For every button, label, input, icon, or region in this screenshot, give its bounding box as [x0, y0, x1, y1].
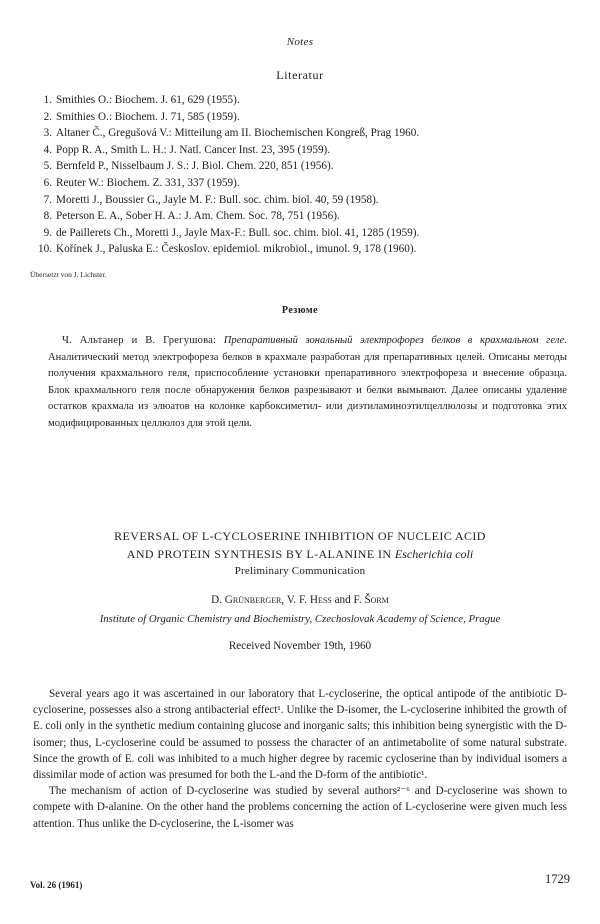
footer-volume: Vol. 26 (1961): [30, 880, 83, 890]
reference-number: 7.: [43, 193, 52, 206]
article-title-line-1: REVERSAL OF L-CYCLOSERINE INHIBITION OF NUCLEIC ACID: [114, 529, 486, 543]
reference-text: Smithies O.: Biochem. J. 61, 629 (1955).: [56, 94, 240, 106]
resume-paragraph: [48, 333, 567, 432]
reference-list: [30, 92, 575, 258]
reference-number: 9.: [43, 226, 52, 239]
reference-number: 4.: [43, 143, 52, 156]
reference-item: [30, 241, 575, 258]
author-initial: D.: [211, 594, 225, 606]
reference-text: Kořínek J., Paluska E.: Českoslov. epidemiol. mikrobiol., imunol. 9, 178 (1960).: [56, 243, 417, 256]
article-title-text: AND PROTEIN SYNTHESIS BY L-ALANINE IN: [126, 547, 395, 561]
reference-text: Reuter W.: Biochem. Z. 331, 337 (1959).: [56, 176, 240, 189]
reference-text: Altaner Č., Gregušová V.: Mitteilung am II. Biochemischen Kongreß, Prag 1960.: [56, 127, 420, 140]
reference-item: [30, 158, 575, 175]
author-surname: Hess: [309, 594, 332, 606]
reference-item: [30, 109, 575, 126]
running-head: Notes: [286, 36, 314, 48]
body-paragraph: The mechanism of action of D-cycloserine was studied by several authors²⁻⁶ and D-cycloserine was shown to compete with D-alanine. On the other hand the problems concerning the action of L-cycloserine were given much less attention. Thus unlike the D-cycloserine, the L-isomer was: [33, 785, 567, 830]
reference-text: Smithies O.: Biochem. J. 71, 585 (1959).: [56, 110, 240, 123]
reference-number: 2.: [43, 110, 52, 123]
reference-number: 10.: [38, 243, 52, 256]
reference-number: 5.: [43, 160, 52, 173]
reference-item: [30, 125, 575, 142]
reference-item: [30, 208, 575, 225]
author-initial: V. F.: [286, 594, 310, 606]
resume-text: Аналитический метод электрофореза белков в крахмале разработан для препаративных целей. Описаны методы получения крахмального геля, приспособление установки препаративного электрофореза и внесение образца. Блок крахмального геля после обнаружения белков разрезывают и белки вымывают. Далее описаны удаление остатков крахмала из элюатов на колонке карбоксиметил- или диэтиламиноэтилцеллюлозы и подготовка этих модифицированных целлюлоз для этой цели.: [48, 351, 567, 429]
reference-item: [30, 92, 575, 109]
reference-number: 6.: [43, 176, 52, 189]
article-subtitle: Preliminary Communication: [234, 565, 366, 577]
reference-text: de Paillerets Ch., Moretti J., Jayle Max-F.: Bull. soc. chim. biol. 41, 1285 (1959).: [56, 226, 420, 239]
literatur-heading: Literatur: [276, 68, 324, 82]
resume-heading: Резюме: [281, 305, 319, 316]
reference-number: 1.: [43, 94, 52, 106]
page-number: 1729: [545, 872, 570, 886]
article-authors: D. Grünberger, V. F. Hess and F. Šorm: [211, 594, 389, 606]
article-received: Received November 19th, 1960: [228, 640, 372, 652]
reference-item: [30, 142, 575, 159]
body-paragraph: Several years ago it was ascertained in our laboratory that L-cycloserine, the optical antipode of the antibiotic D-cycloserine, possesses also a strong antibacterial effect¹. Unlike the D-isomer, the L-cycloserine inhibited the growth of E. coli only in the synthetic medium containing glucose and inorganic salts; this inhibition being synergistic with the D-isomer; thus, L-cycloserine could be assumed to possess the character of an antimetabolite of some natural substrate. Since the growth of E. coli was inhibited to a much higher degree by racemic cycloserine than by individual isomers a dissimilar mode of action was presumed for both the L-and the D-form of the antibiotic¹.: [33, 688, 567, 782]
reference-item: [30, 225, 575, 242]
author-surname: Šorm: [364, 594, 389, 606]
reference-text: Popp R. A., Smith L. H.: J. Natl. Cancer Inst. 23, 395 (1959).: [56, 143, 331, 156]
reference-item: [30, 175, 575, 192]
article-title-line-2: [0, 545, 600, 563]
article-institute: Institute of Organic Chemistry and Biochemistry, Czechoslovak Academy of Science, Prague: [99, 613, 501, 625]
resume-authors: Ч. Альтанер и В. Грегушова:: [62, 335, 217, 346]
article-title: [0, 527, 600, 563]
reference-text: Moretti J., Boussier G., Jayle M. F.: Bull. soc. chim. biol. 40, 59 (1958).: [56, 193, 379, 206]
author-surname: Grünberger: [224, 594, 282, 606]
reference-number: 3.: [43, 127, 52, 140]
resume-title: Препаративный зональный электрофорез белков в крахмальном геле.: [223, 335, 567, 346]
reference-number: 8.: [43, 210, 52, 223]
author-initial: F.: [353, 594, 365, 606]
reference-text: Bernfeld P., Nisselbaum J. S.: J. Biol. Chem. 220, 851 (1956).: [56, 160, 334, 173]
translator-note: Übersetzt von J. Lichster.: [30, 270, 107, 279]
article-title-organism: Escherichia coli: [394, 547, 474, 561]
article-body: [33, 686, 567, 832]
reference-text: Peterson E. A., Sober H. A.: J. Am. Chem. Soc. 78, 751 (1956).: [56, 210, 340, 223]
reference-item: [30, 192, 575, 209]
